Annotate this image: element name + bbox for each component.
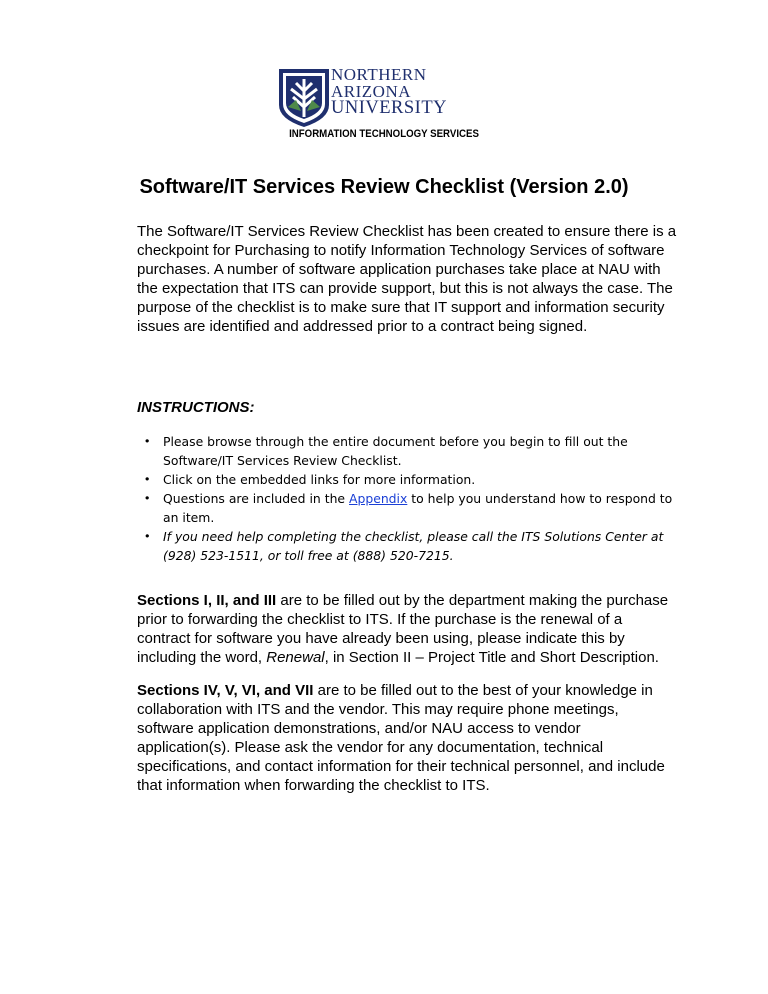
text-line: prior to forwarding the checklist to ITS. If the purchase is the renewal of a — [137, 611, 623, 628]
text-line: issues are identified and addressed prior to a contract being signed. — [137, 318, 588, 335]
text-line: software application demonstrations, and/or NAU access to vendor — [137, 720, 581, 737]
text-line: checkpoint for Purchasing to notify Information Technology Services of software — [137, 242, 665, 259]
text-line: the expectation that ITS can provide support, but this is not always the case. The — [137, 280, 673, 297]
logo-line: NORTHERN — [331, 65, 427, 84]
text: are to be filled out by the department making the purchase — [276, 592, 669, 609]
page-title: Software/IT Services Review Checklist (Version 2.0) — [139, 176, 629, 198]
sections-4-7-paragraph — [137, 681, 665, 795]
intro-paragraph — [137, 222, 676, 336]
sections-1-3-paragraph — [137, 591, 668, 667]
list-item — [145, 489, 672, 527]
text-line: contract for software you have already been using, please indicate this by — [137, 630, 625, 647]
text-line: purpose of the checklist is to make sure that IT support and information security — [137, 299, 665, 316]
text: Questions are included in the — [163, 491, 349, 506]
list-item — [145, 432, 672, 470]
text: are to be filled out to the best of your knowledge in — [313, 682, 653, 699]
list-item — [145, 527, 672, 565]
text-line: Software/IT Services Review Checklist. — [163, 453, 402, 468]
text-line: (928) 523-1511, or toll free at (888) 520-7215. — [163, 548, 454, 563]
text-line: application(s). Please ask the vendor for any documentation, technical — [137, 739, 604, 756]
text: including the word, — [137, 649, 267, 666]
text-line: that information when forwarding the checklist to ITS. — [137, 777, 490, 794]
bold-text: Sections I, II, and III — [137, 592, 277, 609]
logo-line: UNIVERSITY — [331, 98, 447, 118]
text-line: • Please browse through the entire document before you begin to fill out the — [163, 434, 628, 449]
university-name — [331, 66, 447, 117]
instructions-heading: INSTRUCTIONS: — [137, 399, 255, 416]
bold-text: Sections IV, V, VI, and VII — [137, 682, 314, 699]
text: , in Section II – Project Title and Short Description. — [324, 649, 659, 666]
appendix-link[interactable]: Appendix — [349, 491, 408, 506]
italic-text: Renewal — [266, 649, 325, 666]
text-line: specifications, and contact information for their technical personnel, and include — [137, 758, 665, 775]
list-item — [145, 470, 672, 489]
text-line: • If you need help completing the checklist, please call the ITS Solutions Center at — [163, 529, 664, 544]
text-line: collaboration with ITS and the vendor. This may require phone meetings, — [137, 701, 619, 718]
department-name: INFORMATION TECHNOLOGY SERVICES — [289, 128, 479, 140]
text-line: The Software/IT Services Review Checklist has been created to ensure there is a — [137, 223, 677, 240]
text-line: • Click on the embedded links for more information. — [163, 472, 476, 487]
text-line: purchases. A number of software application purchases take place at NAU with — [137, 261, 661, 278]
logo-line: ARIZONA — [331, 82, 411, 101]
text: to help you understand how to respond to — [407, 491, 673, 506]
instructions-list — [145, 432, 672, 565]
text-line: an item. — [163, 510, 215, 525]
